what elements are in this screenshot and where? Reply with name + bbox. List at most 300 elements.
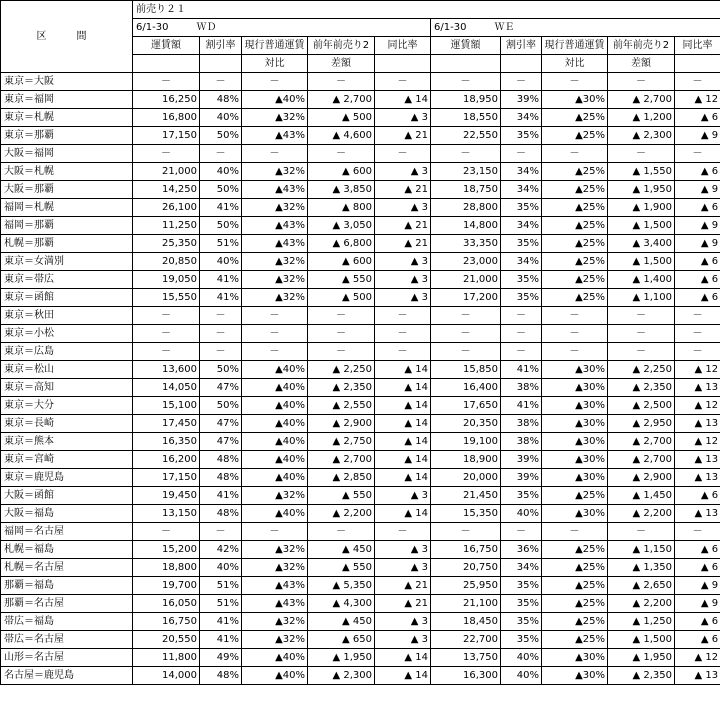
wd-prev-year-diff-cell: ▲ 1,950 xyxy=(308,649,375,667)
wd-fare-cell: 16,050 xyxy=(133,595,200,613)
we-yoy-rate-cell: － xyxy=(675,145,720,163)
wd-prev-year-diff-cell: ▲ 4,600 xyxy=(308,127,375,145)
we-fare-cell: 23,000 xyxy=(431,253,501,271)
route-cell: 那覇＝福島 xyxy=(1,577,133,595)
we-discount-rate-cell: － xyxy=(501,325,542,343)
route-cell: 福岡＝那覇 xyxy=(1,217,133,235)
route-cell: 東京＝札幌 xyxy=(1,109,133,127)
wd-regular-fare-ratio-cell: － xyxy=(242,307,308,325)
route-cell: 東京＝松山 xyxy=(1,361,133,379)
wd-yoy-rate-cell: ▲ 3 xyxy=(375,631,431,649)
table-row xyxy=(1,109,720,127)
table-row xyxy=(1,181,720,199)
we-yoy-rate-cell: － xyxy=(675,325,720,343)
we-discount-rate-cell: 35% xyxy=(501,235,542,253)
wd-discount-rate-cell: 47% xyxy=(200,433,242,451)
wd-regular-fare-ratio-cell: ▲40% xyxy=(242,415,308,433)
table-row xyxy=(1,289,720,307)
we-fare-cell: 19,100 xyxy=(431,433,501,451)
route-cell: 東京＝秋田 xyxy=(1,307,133,325)
wd-yoy-rate-cell: ▲ 3 xyxy=(375,559,431,577)
wd-prev-year-diff-cell: ▲ 500 xyxy=(308,109,375,127)
we-fare-cell: 18,750 xyxy=(431,181,501,199)
route-cell: 東京＝鹿児島 xyxy=(1,469,133,487)
wd-fare-cell: 25,350 xyxy=(133,235,200,253)
we-prev-year-diff-cell: ▲ 1,550 xyxy=(608,163,675,181)
route-cell: 名古屋＝鹿児島 xyxy=(1,667,133,685)
we-prev-year-diff-cell: ▲ 1,500 xyxy=(608,217,675,235)
we-regular-fare-ratio-cell: ▲25% xyxy=(542,181,608,199)
wd-regular-fare-ratio-cell: － xyxy=(242,145,308,163)
we-fare-cell: － xyxy=(431,343,501,361)
we-prev-year-diff-cell: ▲ 2,650 xyxy=(608,577,675,595)
wd-yoy-rate-cell: ▲ 14 xyxy=(375,451,431,469)
wd-discount-rate-cell: 41% xyxy=(200,289,242,307)
we-prev-year-diff-cell: ▲ 3,400 xyxy=(608,235,675,253)
we-prev-year-diff-cell: ▲ 1,950 xyxy=(608,181,675,199)
we-prev-year-diff-cell: ▲ 1,350 xyxy=(608,559,675,577)
we-regular-fare-ratio-cell: ▲30% xyxy=(542,415,608,433)
we-fare-cell: 16,400 xyxy=(431,379,501,397)
wd-fare-cell: 17,150 xyxy=(133,127,200,145)
wd-regular-fare-ratio-cell: ▲43% xyxy=(242,181,308,199)
wd-regular-fare-ratio-cell: ▲40% xyxy=(242,649,308,667)
wd-discount-rate-cell: 47% xyxy=(200,415,242,433)
we-fare-cell: 15,850 xyxy=(431,361,501,379)
we-discount-rate-cell: 35% xyxy=(501,127,542,145)
table-row xyxy=(1,73,720,91)
we-yoy-rate-cell: ▲ 12 xyxy=(675,649,720,667)
table-row xyxy=(1,343,720,361)
we-prev-year-diff-cell: ▲ 2,700 xyxy=(608,451,675,469)
we-regular-fare-ratio-cell: － xyxy=(542,343,608,361)
table-row xyxy=(1,127,720,145)
wd-yoy-rate-cell: ▲ 3 xyxy=(375,613,431,631)
wd-fare-cell: 14,000 xyxy=(133,667,200,685)
wd-prev-year-diff-cell: ▲ 650 xyxy=(308,631,375,649)
table-row xyxy=(1,667,720,685)
wd-fare-cell: － xyxy=(133,523,200,541)
wd-regular-fare-ratio-cell: ▲40% xyxy=(242,505,308,523)
table-row xyxy=(1,253,720,271)
we-regular-fare-ratio-cell: ▲25% xyxy=(542,271,608,289)
we-yoy-rate-cell: ▲ 6 xyxy=(675,109,720,127)
we-prev-year-diff-cell: － xyxy=(608,523,675,541)
wd-fare-cell: 20,850 xyxy=(133,253,200,271)
wd-yoy-rate-cell: ▲ 21 xyxy=(375,235,431,253)
table-row xyxy=(1,577,720,595)
wd-yoy-rate-cell: － xyxy=(375,325,431,343)
we-prev-year-diff-header: 前年前売り2 xyxy=(608,37,675,55)
we-discount-rate-cell: 34% xyxy=(501,559,542,577)
we-yoy-rate-cell: ▲ 6 xyxy=(675,271,720,289)
wd-discount-rate-subheader xyxy=(200,55,242,73)
wd-regular-fare-ratio-cell: ▲43% xyxy=(242,217,308,235)
we-fare-cell: 18,450 xyxy=(431,613,501,631)
wd-discount-rate-cell: 41% xyxy=(200,613,242,631)
wd-regular-fare-ratio-cell: ▲40% xyxy=(242,397,308,415)
wd-prev-year-diff-header: 前年前売り2 xyxy=(308,37,375,55)
wd-fare-cell: 19,700 xyxy=(133,577,200,595)
wd-regular-fare-ratio-subheader: 対比 xyxy=(242,55,308,73)
wd-prev-year-diff-cell: ▲ 450 xyxy=(308,613,375,631)
we-fare-cell: 21,450 xyxy=(431,487,501,505)
we-discount-rate-cell: 34% xyxy=(501,109,542,127)
we-yoy-rate-header: 同比率 xyxy=(675,37,720,55)
we-prev-year-diff-cell: ▲ 2,700 xyxy=(608,433,675,451)
we-prev-year-diff-cell: ▲ 2,300 xyxy=(608,127,675,145)
wd-regular-fare-ratio-cell: ▲32% xyxy=(242,163,308,181)
table-row xyxy=(1,307,720,325)
route-cell: 札幌＝那覇 xyxy=(1,235,133,253)
we-regular-fare-ratio-cell: ▲30% xyxy=(542,91,608,109)
route-cell: 福岡＝札幌 xyxy=(1,199,133,217)
we-yoy-rate-cell: ▲ 12 xyxy=(675,397,720,415)
we-period: 6/1-30 xyxy=(434,21,467,33)
table-row xyxy=(1,325,720,343)
wd-discount-rate-cell: 48% xyxy=(200,505,242,523)
we-fare-cell: 23,150 xyxy=(431,163,501,181)
we-discount-rate-cell: 35% xyxy=(501,487,542,505)
we-discount-rate-cell: － xyxy=(501,523,542,541)
we-yoy-rate-cell: ▲ 12 xyxy=(675,361,720,379)
we-discount-rate-cell: － xyxy=(501,73,542,91)
wd-regular-fare-ratio-cell: ▲32% xyxy=(242,631,308,649)
route-cell: 東京＝大阪 xyxy=(1,73,133,91)
wd-yoy-rate-cell: － xyxy=(375,145,431,163)
route-cell: 東京＝広島 xyxy=(1,343,133,361)
we-discount-rate-cell: 34% xyxy=(501,253,542,271)
we-yoy-rate-cell: ▲ 6 xyxy=(675,253,720,271)
route-cell: 東京＝函館 xyxy=(1,289,133,307)
we-discount-rate-cell: 39% xyxy=(501,91,542,109)
wd-discount-rate-cell: 48% xyxy=(200,91,242,109)
we-prev-year-diff-cell: ▲ 2,350 xyxy=(608,379,675,397)
we-discount-rate-cell: 34% xyxy=(501,163,542,181)
we-fare-subheader xyxy=(431,55,501,73)
we-prev-year-diff-cell: － xyxy=(608,343,675,361)
header-row-title xyxy=(1,1,720,19)
wd-prev-year-diff-cell: ▲ 3,850 xyxy=(308,181,375,199)
wd-yoy-rate-cell: ▲ 3 xyxy=(375,199,431,217)
route-cell: 東京＝宮崎 xyxy=(1,451,133,469)
wd-yoy-rate-subheader xyxy=(375,55,431,73)
wd-regular-fare-ratio-cell: ▲32% xyxy=(242,559,308,577)
table-row xyxy=(1,199,720,217)
wd-yoy-rate-header: 同比率 xyxy=(375,37,431,55)
we-prev-year-diff-cell: ▲ 2,200 xyxy=(608,595,675,613)
wd-prev-year-diff-subheader: 差額 xyxy=(308,55,375,73)
wd-fare-cell: 15,200 xyxy=(133,541,200,559)
wd-discount-rate-cell: 40% xyxy=(200,109,242,127)
wd-fare-cell: 16,800 xyxy=(133,109,200,127)
we-prev-year-diff-cell: ▲ 1,500 xyxy=(608,253,675,271)
route-cell: 東京＝長崎 xyxy=(1,415,133,433)
we-regular-fare-ratio-cell: ▲25% xyxy=(542,595,608,613)
we-regular-fare-ratio-cell: ▲25% xyxy=(542,199,608,217)
wd-prev-year-diff-cell: ▲ 3,050 xyxy=(308,217,375,235)
wd-discount-rate-cell: 41% xyxy=(200,199,242,217)
wd-prev-year-diff-cell: － xyxy=(308,145,375,163)
we-yoy-rate-cell: － xyxy=(675,343,720,361)
we-discount-rate-cell: 38% xyxy=(501,415,542,433)
we-prev-year-diff-cell: ▲ 2,500 xyxy=(608,397,675,415)
table-row xyxy=(1,469,720,487)
wd-prev-year-diff-cell: ▲ 2,250 xyxy=(308,361,375,379)
we-yoy-rate-cell: ▲ 9 xyxy=(675,217,720,235)
wd-fare-cell: 13,600 xyxy=(133,361,200,379)
wd-prev-year-diff-cell: － xyxy=(308,307,375,325)
table-row xyxy=(1,613,720,631)
wd-yoy-rate-cell: ▲ 21 xyxy=(375,217,431,235)
wd-discount-rate-cell: 51% xyxy=(200,235,242,253)
wd-yoy-rate-cell: ▲ 21 xyxy=(375,127,431,145)
wd-prev-year-diff-cell: ▲ 2,900 xyxy=(308,415,375,433)
wd-fare-cell: 19,450 xyxy=(133,487,200,505)
wd-regular-fare-ratio-cell: ▲32% xyxy=(242,199,308,217)
table-row xyxy=(1,217,720,235)
we-fare-cell: － xyxy=(431,307,501,325)
route-cell: 東京＝熊本 xyxy=(1,433,133,451)
we-prev-year-diff-cell: ▲ 2,350 xyxy=(608,667,675,685)
we-prev-year-diff-cell: ▲ 1,500 xyxy=(608,631,675,649)
wd-discount-rate-cell: － xyxy=(200,307,242,325)
we-fare-cell: 20,350 xyxy=(431,415,501,433)
we-yoy-rate-cell: ▲ 9 xyxy=(675,181,720,199)
we-discount-rate-cell: 34% xyxy=(501,181,542,199)
table-row xyxy=(1,595,720,613)
we-yoy-rate-cell: ▲ 12 xyxy=(675,91,720,109)
wd-yoy-rate-cell: ▲ 14 xyxy=(375,433,431,451)
we-regular-fare-ratio-cell: ▲30% xyxy=(542,505,608,523)
wd-period-header xyxy=(133,19,431,37)
wd-fare-cell: 15,550 xyxy=(133,289,200,307)
wd-fare-cell: － xyxy=(133,343,200,361)
wd-yoy-rate-cell: ▲ 3 xyxy=(375,109,431,127)
we-discount-rate-cell: 40% xyxy=(501,667,542,685)
wd-fare-cell: 16,250 xyxy=(133,91,200,109)
we-regular-fare-ratio-header: 現行普通運賃 xyxy=(542,37,608,55)
wd-yoy-rate-cell: ▲ 14 xyxy=(375,649,431,667)
wd-fare-cell: 11,800 xyxy=(133,649,200,667)
we-regular-fare-ratio-cell: ▲30% xyxy=(542,649,608,667)
wd-discount-rate-cell: － xyxy=(200,145,242,163)
we-fare-cell: 18,950 xyxy=(431,91,501,109)
we-discount-rate-cell: － xyxy=(501,307,542,325)
we-fare-cell: － xyxy=(431,325,501,343)
we-prev-year-diff-cell: ▲ 1,200 xyxy=(608,109,675,127)
fare-table-body xyxy=(1,73,720,685)
wd-fare-cell: 18,800 xyxy=(133,559,200,577)
we-fare-cell: 25,950 xyxy=(431,577,501,595)
table-row xyxy=(1,415,720,433)
we-discount-rate-subheader xyxy=(501,55,542,73)
we-yoy-rate-subheader xyxy=(675,55,720,73)
route-cell: 大阪＝福岡 xyxy=(1,145,133,163)
wd-regular-fare-ratio-cell: ▲32% xyxy=(242,289,308,307)
we-regular-fare-ratio-cell: ▲25% xyxy=(542,487,608,505)
wd-fare-header: 運賃額 xyxy=(133,37,200,55)
we-fare-cell: － xyxy=(431,145,501,163)
we-yoy-rate-cell: － xyxy=(675,523,720,541)
we-discount-rate-cell: 35% xyxy=(501,595,542,613)
we-discount-rate-cell: 35% xyxy=(501,577,542,595)
we-regular-fare-ratio-cell: － xyxy=(542,523,608,541)
route-cell: 大阪＝札幌 xyxy=(1,163,133,181)
wd-prev-year-diff-cell: ▲ 600 xyxy=(308,163,375,181)
wd-yoy-rate-cell: ▲ 21 xyxy=(375,577,431,595)
we-fare-cell: 28,800 xyxy=(431,199,501,217)
we-fare-cell: 17,200 xyxy=(431,289,501,307)
table-row xyxy=(1,379,720,397)
route-cell: 札幌＝名古屋 xyxy=(1,559,133,577)
wd-discount-rate-cell: 41% xyxy=(200,271,242,289)
route-cell: 那覇＝名古屋 xyxy=(1,595,133,613)
we-regular-fare-ratio-cell: － xyxy=(542,325,608,343)
we-regular-fare-ratio-cell: － xyxy=(542,145,608,163)
wd-discount-rate-cell: 48% xyxy=(200,469,242,487)
we-fare-cell: 20,000 xyxy=(431,469,501,487)
wd-discount-rate-cell: 50% xyxy=(200,127,242,145)
table-row xyxy=(1,541,720,559)
we-fare-cell: 18,550 xyxy=(431,109,501,127)
wd-yoy-rate-cell: ▲ 3 xyxy=(375,271,431,289)
we-discount-rate-cell: 36% xyxy=(501,541,542,559)
we-fare-cell: 22,700 xyxy=(431,631,501,649)
table-row xyxy=(1,235,720,253)
we-fare-cell: 20,750 xyxy=(431,559,501,577)
wd-prev-year-diff-cell: ▲ 2,350 xyxy=(308,379,375,397)
wd-yoy-rate-cell: ▲ 3 xyxy=(375,541,431,559)
we-prev-year-diff-cell: ▲ 1,400 xyxy=(608,271,675,289)
we-discount-rate-header: 割引率 xyxy=(501,37,542,55)
we-yoy-rate-cell: ▲ 13 xyxy=(675,379,720,397)
we-fare-header: 運賃額 xyxy=(431,37,501,55)
wd-fare-cell: 14,050 xyxy=(133,379,200,397)
we-yoy-rate-cell: ▲ 13 xyxy=(675,469,720,487)
wd-yoy-rate-cell: ▲ 14 xyxy=(375,91,431,109)
we-yoy-rate-cell: ▲ 9 xyxy=(675,595,720,613)
route-cell: 東京＝福岡 xyxy=(1,91,133,109)
route-cell: 札幌＝福島 xyxy=(1,541,133,559)
wd-regular-fare-ratio-cell: ▲32% xyxy=(242,541,308,559)
wd-regular-fare-ratio-cell: ▲40% xyxy=(242,433,308,451)
we-discount-rate-cell: 35% xyxy=(501,271,542,289)
wd-discount-rate-cell: － xyxy=(200,523,242,541)
we-regular-fare-ratio-cell: ▲25% xyxy=(542,289,608,307)
wd-prev-year-diff-cell: ▲ 2,300 xyxy=(308,667,375,685)
wd-prev-year-diff-cell: ▲ 800 xyxy=(308,199,375,217)
wd-discount-rate-cell: 41% xyxy=(200,487,242,505)
wd-prev-year-diff-cell: ▲ 6,800 xyxy=(308,235,375,253)
route-cell: 東京＝高知 xyxy=(1,379,133,397)
we-yoy-rate-cell: ▲ 13 xyxy=(675,451,720,469)
wd-discount-rate-cell: 50% xyxy=(200,361,242,379)
we-yoy-rate-cell: ▲ 12 xyxy=(675,433,720,451)
we-prev-year-diff-cell: － xyxy=(608,307,675,325)
we-regular-fare-ratio-cell: ▲25% xyxy=(542,577,608,595)
wd-yoy-rate-cell: － xyxy=(375,73,431,91)
route-cell: 東京＝帯広 xyxy=(1,271,133,289)
wd-regular-fare-ratio-cell: － xyxy=(242,343,308,361)
we-fare-cell: 14,800 xyxy=(431,217,501,235)
wd-fare-cell: － xyxy=(133,145,200,163)
route-cell: 東京＝女満別 xyxy=(1,253,133,271)
wd-prev-year-diff-cell: － xyxy=(308,523,375,541)
we-regular-fare-ratio-cell: ▲30% xyxy=(542,397,608,415)
we-fare-cell: 18,900 xyxy=(431,451,501,469)
we-fare-cell: 16,750 xyxy=(431,541,501,559)
we-regular-fare-ratio-cell: ▲25% xyxy=(542,163,608,181)
route-cell: 大阪＝那覇 xyxy=(1,181,133,199)
wd-fare-cell: 17,450 xyxy=(133,415,200,433)
wd-regular-fare-ratio-cell: ▲40% xyxy=(242,379,308,397)
wd-prev-year-diff-cell: － xyxy=(308,325,375,343)
wd-yoy-rate-cell: － xyxy=(375,307,431,325)
wd-fare-cell: 26,100 xyxy=(133,199,200,217)
table-row xyxy=(1,523,720,541)
we-regular-fare-ratio-cell: ▲25% xyxy=(542,559,608,577)
wd-fare-cell: 16,350 xyxy=(133,433,200,451)
wd-regular-fare-ratio-cell: － xyxy=(242,523,308,541)
we-prev-year-diff-cell: ▲ 1,250 xyxy=(608,613,675,631)
wd-discount-rate-cell: 48% xyxy=(200,451,242,469)
we-prev-year-diff-cell: － xyxy=(608,73,675,91)
wd-discount-rate-cell: 51% xyxy=(200,595,242,613)
we-discount-rate-cell: 41% xyxy=(501,361,542,379)
table-row xyxy=(1,433,720,451)
wd-regular-fare-ratio-cell: ▲40% xyxy=(242,469,308,487)
we-fare-cell: 33,350 xyxy=(431,235,501,253)
table-row xyxy=(1,397,720,415)
we-regular-fare-ratio-cell: ▲25% xyxy=(542,235,608,253)
wd-prev-year-diff-cell: ▲ 2,550 xyxy=(308,397,375,415)
wd-regular-fare-ratio-cell: ▲40% xyxy=(242,91,308,109)
wd-fare-cell: － xyxy=(133,325,200,343)
we-fare-cell: 21,000 xyxy=(431,271,501,289)
we-regular-fare-ratio-cell: ▲30% xyxy=(542,361,608,379)
wd-yoy-rate-cell: ▲ 3 xyxy=(375,253,431,271)
wd-prev-year-diff-cell: ▲ 2,700 xyxy=(308,91,375,109)
wd-prev-year-diff-cell: ▲ 2,850 xyxy=(308,469,375,487)
wd-yoy-rate-cell: ▲ 21 xyxy=(375,595,431,613)
we-prev-year-diff-cell: ▲ 1,150 xyxy=(608,541,675,559)
we-yoy-rate-cell: ▲ 13 xyxy=(675,415,720,433)
wd-regular-fare-ratio-cell: － xyxy=(242,73,308,91)
wd-fare-cell: － xyxy=(133,73,200,91)
wd-regular-fare-ratio-header: 現行普通運賃 xyxy=(242,37,308,55)
wd-discount-rate-cell: 41% xyxy=(200,631,242,649)
we-discount-rate-cell: 38% xyxy=(501,379,542,397)
we-prev-year-diff-cell: ▲ 2,250 xyxy=(608,361,675,379)
wd-fare-cell: 20,550 xyxy=(133,631,200,649)
we-yoy-rate-cell: ▲ 6 xyxy=(675,559,720,577)
we-discount-rate-cell: 38% xyxy=(501,433,542,451)
wd-discount-rate-cell: － xyxy=(200,325,242,343)
we-regular-fare-ratio-cell: ▲25% xyxy=(542,631,608,649)
we-fare-cell: 13,750 xyxy=(431,649,501,667)
wd-period: 6/1-30 xyxy=(136,21,169,33)
we-yoy-rate-cell: ▲ 6 xyxy=(675,487,720,505)
we-fare-cell: 16,300 xyxy=(431,667,501,685)
we-discount-rate-cell: 35% xyxy=(501,289,542,307)
we-discount-rate-cell: 41% xyxy=(501,397,542,415)
wd-discount-rate-cell: 48% xyxy=(200,667,242,685)
wd-prev-year-diff-cell: ▲ 550 xyxy=(308,559,375,577)
we-discount-rate-cell: 35% xyxy=(501,613,542,631)
we-regular-fare-ratio-cell: ▲25% xyxy=(542,613,608,631)
wd-fare-cell: 21,000 xyxy=(133,163,200,181)
